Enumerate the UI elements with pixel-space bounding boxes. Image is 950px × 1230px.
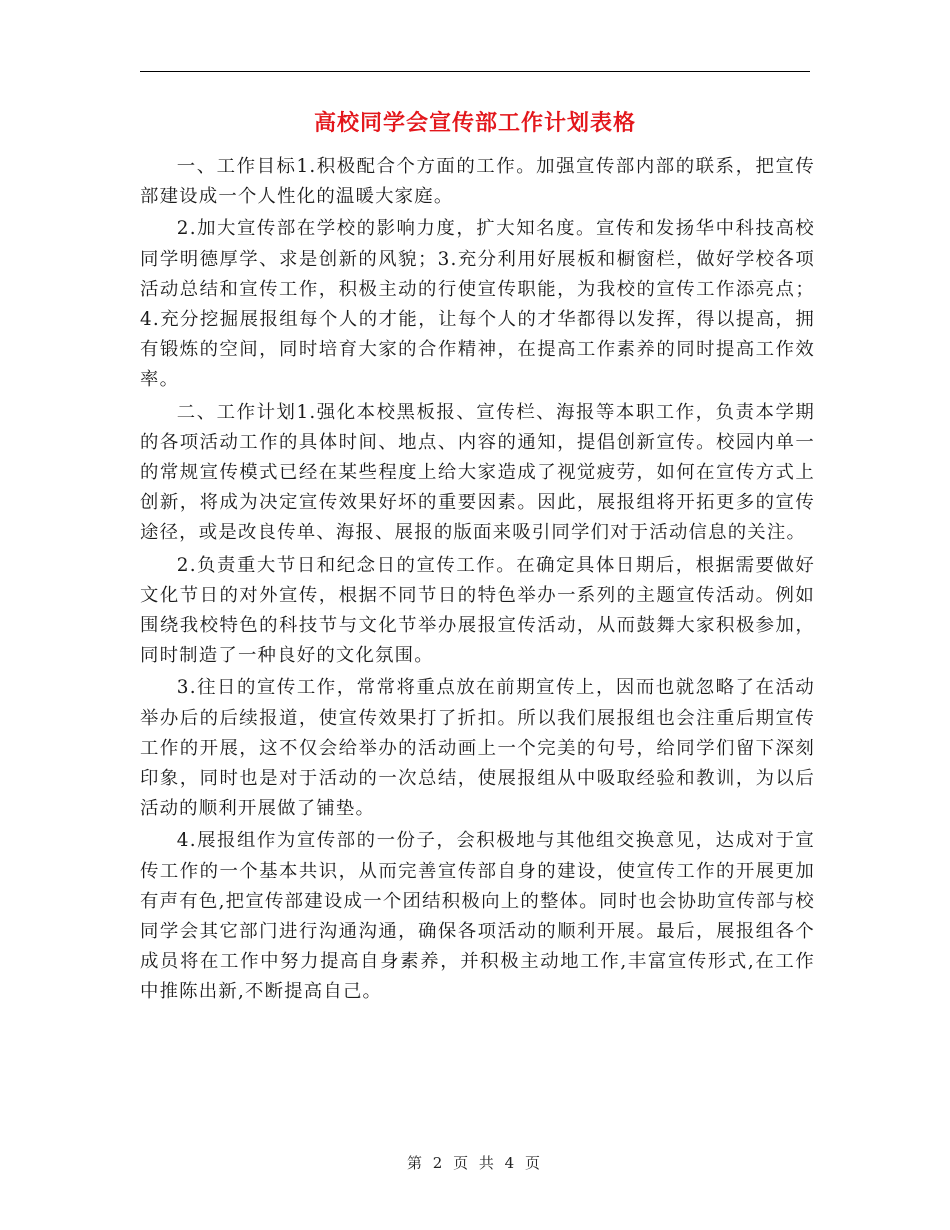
paragraph-work-plan: 二、工作计划1.强化本校黑板报、宣传栏、海报等本职工作，负责本学期的各项活动工作的具体时间、地点、内容的通知，提倡创新宣传。校园内单一的常规宣传模式已经在某些程度上给大家造成了视觉疲劳，如何在宣传方式上创新，将成为决定宣传效果好坏的重要因素。因此，展报组将开拓更多的宣传途径，或是改良传单、海报、展报的版面来吸引同学们对于活动信息的关注。 (140, 401, 815, 544)
paragraph-team-cooperation: 4.展报组作为宣传部的一份子，会积极地与其他组交换意见，达成对于宣传工作的一个基本共识，从而完善宣传部自身的建设，使宣传工作的开展更加有声有色,把宣传部建设成一个团结积极向上的整体。同时也会协助宣传部与校同学会其它部门进行沟通沟通，确保各项活动的顺利开展。最后，展报组各个成员将在工作中努力提高自身素养，并积极主动地工作,丰富宣传形式,在工作中推陈出新,不断提高自己。 (140, 830, 815, 1003)
paragraph-follow-up-reporting: 3.往日的宣传工作，常常将重点放在前期宣传上，因而也就忽略了在活动举办后的后续报道，使宣传效果打了折扣。所以我们展报组也会注重后期宣传工作的开展，这不仅会给举办的活动画上一个完美的句号，给同学们留下深刻印象，同时也是对于活动的一次总结，使展报组从中吸取经验和教训，为以后活动的顺利开展做了铺垫。 (140, 677, 815, 820)
paragraph-holiday-publicity: 2.负责重大节日和纪念日的宣传工作。在确定具体日期后，根据需要做好文化节日的对外宣传，根据不同节日的特色举办一系列的主题宣传活动。例如围绕我校特色的科技节与文化节举办展报宣传活动，从而鼓舞大家积极参加，同时制造了一种良好的文化氛围。 (140, 554, 815, 667)
paragraph-goals-continued: 2.加大宣传部在学校的影响力度，扩大知名度。宣传和发扬华中科技高校同学明德厚学、求是创新的风貌；3.充分利用好展板和橱窗栏，做好学校各项活动总结和宣传工作，积极主动的行使宣传职能，为我校的宣传工作添亮点；4.充分挖掘展报组每个人的才能，让每个人的才华都得以发挥，得以提高，拥有锻炼的空间，同时培育大家的合作精神，在提高工作素养的同时提高工作效率。 (140, 218, 815, 391)
page-number-footer: 第 2 页 共 4 页 (407, 1154, 543, 1172)
paragraph-work-goals: 一、工作目标1.积极配合个方面的工作。加强宣传部内部的联系，把宣传部建设成一个人性化的温暖大家庭。 (140, 156, 815, 208)
document-title: 高校同学会宣传部工作计划表格 (313, 111, 636, 136)
header-rule (140, 71, 810, 72)
document-body (140, 152, 815, 1010)
